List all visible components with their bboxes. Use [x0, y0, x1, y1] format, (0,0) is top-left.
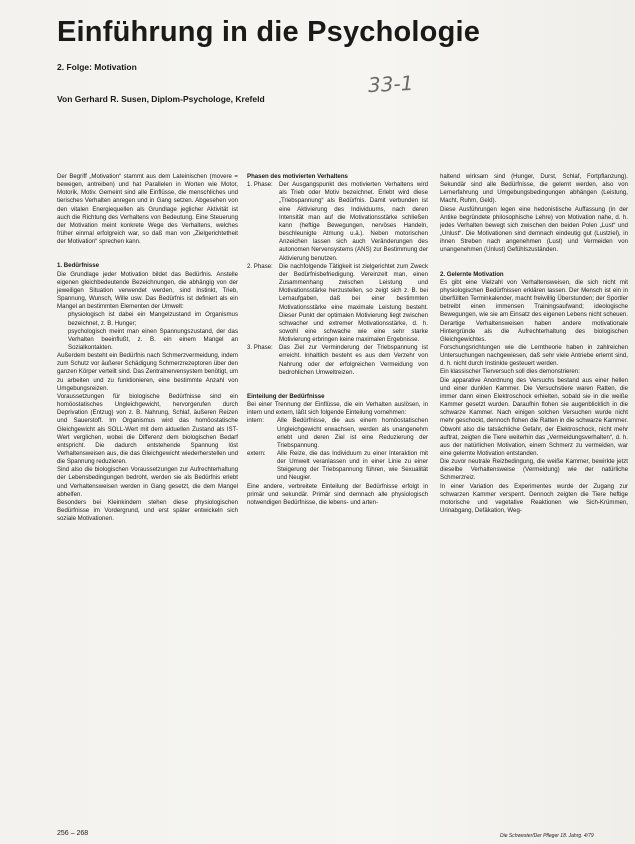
journal-footer: Die Schwester/Der Pfleger 18. Jahrg. 4/79	[500, 833, 594, 839]
paragraph: Die zuvor neutrale Reizbedingung, die weiße Kammer, bewirkte jetzt dieselbe Verhaltensweise (Vermeidung) wie der natürliche Schmerzreiz.	[440, 458, 628, 482]
definition-intern	[247, 417, 428, 450]
phase-label: 1. Phase:	[247, 181, 273, 189]
paragraph-physiologisch: physiologisch ist dabei ein Mangelzustand im Organismus bezeichnet, z. B. Hunger;	[68, 311, 238, 327]
paragraph: Besonders bei Kleinkindern stehen diese physiologischen Bedürfnisse im Vordergrund, und erst später entwickeln sich soziale Motivationen.	[57, 498, 238, 523]
handwritten-note: 33-1	[367, 70, 414, 98]
paragraph-psychologisch: psychologisch meint man einen Spannungszustand, der das Verhalten beeinflußt, z. B. ein einem Mangel an Sozialkontakten.	[68, 327, 238, 351]
definition-label: intern:	[247, 417, 264, 425]
paragraph: Ein klassischer Tierversuch soll dies demonstrieren:	[440, 368, 580, 376]
section-heading-phasen: Phasen des motivierten Verhaltens	[247, 173, 348, 180]
definition-text: Alle Reize, die das Individuum zu einer Interaktion mit der Umwelt veranlassen und in einer Linie zu einer Steigerung der Triebspannung führen, wie Sexualität und Neugier.	[277, 450, 428, 482]
paragraph: haltend wirksam sind (Hunger, Durst, Schlaf, Fortpflanzung). Sekundär sind alle Bedürfnisse, die gelernt werden, also von Lernerfahrung und Umgebungsbedingungen abhängen (Leistung, Macht, Ruhm, Geld).	[440, 173, 628, 205]
section-heading-beduerfnisse: 1. Bedürfnisse	[57, 262, 99, 270]
intro-paragraph: Der Begriff „Motivation“ stammt aus dem Lateinischen (movere = bewegen, antreiben) und hat Parallelen in Worten wie Motor, Motorik, Motiv. Gemeint sind alle Einflüsse, die menschliches und tierisches Verhalten anregen und in Gang setzen. Abgesehen von den vitalen Energiequellen als Grundlage jeglicher Aktivität ist auch die Richtung des Verhaltens von Bedeutung. Eine Steuerung der Motivation meint konkrete Wege des Verhaltens, welches früher einmal erfolgreich war, so daß man von „Zielgerichtetheit der Motivation“ sprechen kann.	[57, 173, 238, 246]
paragraph: Es gibt eine Vielzahl von Verhaltensweisen, die sich nicht mit physiologischen Bedürfnissen erklären lassen. Der Mensch ist ein in überfüllten Terminkalender, macht freiwillig Überstunden; der Sportler betreibt einen immensen Trainingsaufwand; ideologische Bewegungen, wie sie am Einsatz des eigenen Lebens nicht scheuen. Derartige Verhaltensweisen haben andere motivationale Hintergründe als die Aufrechterhaltung des biologischen Gleichgewichtes.	[440, 278, 628, 343]
section-heading-einteilung: Einteilung der Bedürfnisse	[247, 392, 325, 400]
paragraph: Die apparative Anordnung des Versuchs bestand aus einer hellen und einer dunklen Kammer. Die Versuchstiere waren Ratten, die immer dann einen Elektroschock erhielten, sobald sie in die weiße Kammer gesetzt wurden. Daraufhin flohen sie augenblicklich in die schwarze Kammer. Nach einigen solchen Versuchen wurde nicht mehr geschockt, dennoch flohen die Ratten in die schwarze Kammer. Obwohl also die tatsächliche Gefahr, der Elektroschock, nicht mehr auftrat, zeigten die Tiere weiterhin das „Vermeidungsverhalten“, d. h. aus der natürlichen Motivation, einem Schmerz zu vermeiden, war eine gelernte Motivation entstanden.	[440, 376, 628, 457]
text-column-1	[57, 173, 238, 523]
section-heading-gelernte-motivation: 2. Gelernte Motivation	[440, 270, 504, 278]
paragraph: Bei einer Trennung der Einflüsse, die ein Verhalten auslösen, in intern und extern, läßt sich folgende Einteilung vornehmen:	[247, 401, 428, 417]
phase-1	[247, 181, 428, 263]
phase-3	[247, 344, 428, 377]
paragraph: Sind also die biologischen Voraussetzungen zur Aufrechterhaltung der Lebensbedingungen bedroht, werden sie als Bedürfnis erlebt und Verhaltensweisen werden in Gang gesetzt, die dem Mangel abhelfen.	[57, 466, 238, 498]
paragraph: In einer Variation des Experimentes wurde der Zugang zur schwarzen Kammer versperrt. Dennoch zeigten die Tiere heftige motorische und vegetative Reaktionen wie Sich-Krümmen, Urinabgang, Defäkation, Weg-	[440, 482, 628, 515]
text-column-3	[440, 173, 628, 515]
phase-label: 2. Phase:	[247, 262, 273, 270]
phase-label: 3. Phase:	[247, 344, 273, 352]
definition-text: Alle Bedürfnisse, die aus einem homöostatischen Ungleichgewicht erwachsen, werden als unangenehm erlebt und deren Ziel ist eine Reduzierung der Triebspannung.	[277, 417, 428, 449]
phase-text: Das Ziel zur Verminderung der Triebspannung ist erreicht. Inhaltlich besteht es aus dem Verzehr von Nahrung oder der erfolgreichen Vermeidung von bedrohlichen Umweltreizen.	[279, 344, 428, 376]
paragraph: Forschungsrichtungen wie die Lerntheorie haben in zahlreichen Untersuchungen nachgewiesen, daß sehr viele Antriebe erlernt sind, d. h. nicht durch Instinkte gesteuert werden.	[440, 343, 628, 368]
page-title: Einführung in die Psychologie	[57, 16, 481, 48]
phase-2	[247, 263, 428, 345]
paragraph: Außerdem besteht ein Bedürfnis nach Schmerzvermeidung, indem zum Schutz vor äußerer Schädigung Schmerzrezeptoren über den ganzen Körper verteilt sind. Das Zentralnervensystem benötigt, um zu arbeiten und zu funktionieren, eine bestimmte Anzahl von Umgebungsreizen.	[57, 352, 238, 392]
paragraph: Die Grundlage jeder Motivation bildet das Bedürfnis. Anstelle eigenen gleichbedeutende Bezeichnungen, die abhängig von der jeweiligen Situation verwendet werden, sind Instinkt, Trieb, Spannung, Wunsch, Wille usw. Das Bedürfnis ist definiert als ein Mangel an bestimmten Elementen der Umwelt:	[57, 270, 238, 311]
paragraph: Diese Ausführungen legen eine hedonistische Auffassung (in der Antike begründete philosophische Lehre) von Motivation nahe, d. h. jedes Verhalten bewegt sich zwischen den beiden Polen „Lust“ und „Unlust“. Die Motivationen sind demnach eindeutig gut (Lustziel), in ihnen Streben nach angenehmen (Lust) und Vermeiden von unangenehmen (Unlust) Gefühlszuständen.	[440, 205, 628, 254]
definition-extern	[247, 450, 428, 483]
author-line: Von Gerhard R. Susen, Diplom-Psychologe, Krefeld	[57, 94, 265, 104]
text-column-2	[247, 173, 428, 507]
paragraph: Voraussetzungen für biologische Bedürfnisse sind ein homöostatisches Ungleichgewicht, hervorgerufen durch Deprivation (Entzug) von z. B. Nahrung, Schlaf, äußeren Reizen und Sauerstoff. Im Organismus wird das homöostatische Gleichgewicht als SOLL-Wert mit dem aktuellen Zustand als IST-Wert verglichen, wobei die Differenz dem biologischen Bedarf entspricht. Die dadurch entstehende Spannung löst Verhaltensweisen aus, die das Gleichgewicht wiederherstellen und die Spannung reduzieren.	[57, 392, 238, 466]
phase-text: Die nachfolgende Tätigkeit ist zielgerichtet zum Zweck der Bedürfnisbefriedigung. Vereinzelt man, einen Zusammenhang zwischen Leistung und Motivationsstärke herzustellen, so zeigt sich z. B. bei Lernaufgaben, daß bei einer bestimmten Motivationsstärke eine maximale Leistung besteht. Dieser Punkt der optimalen Motivierung liegt zwischen schwacher und extremer Motivationsstärke, d. h. sowohl eine schwache wie eine sehr starke Motivierung erbringen keine maximalen Ergebnisse.	[279, 262, 428, 344]
paragraph: Eine andere, verbreitete Einteilung der Bedürfnisse erfolgt in primär und sekundär. Primär sind demnach alle physiologisch notwendigen Bedürfnisse, die lebens- und arten-	[247, 482, 428, 506]
page-number: 256 – 268	[57, 830, 89, 837]
subtitle: 2. Folge: Motivation	[57, 62, 137, 72]
phase-text: Der Ausgangspunkt des motivierten Verhaltens wird als Trieb oder Motiv bezeichnet. Erlebt wird diese „Triebspannung“ als Bedürfnis. Damit verbunden ist eine Aktivierung des Individuums, nach deren Intensität man auf die Motivationsstärke schließen kann (heftige Bewegungen, nervöses Handeln, beschleunigte Atmung u.ä.). Neben motorischen Anzeichen lassen sich auch Veränderungen des autonomen Nervensystems (ANS) zur Bestimmung der Aktivierung benutzen.	[279, 181, 428, 262]
definition-label: extern:	[247, 450, 266, 457]
